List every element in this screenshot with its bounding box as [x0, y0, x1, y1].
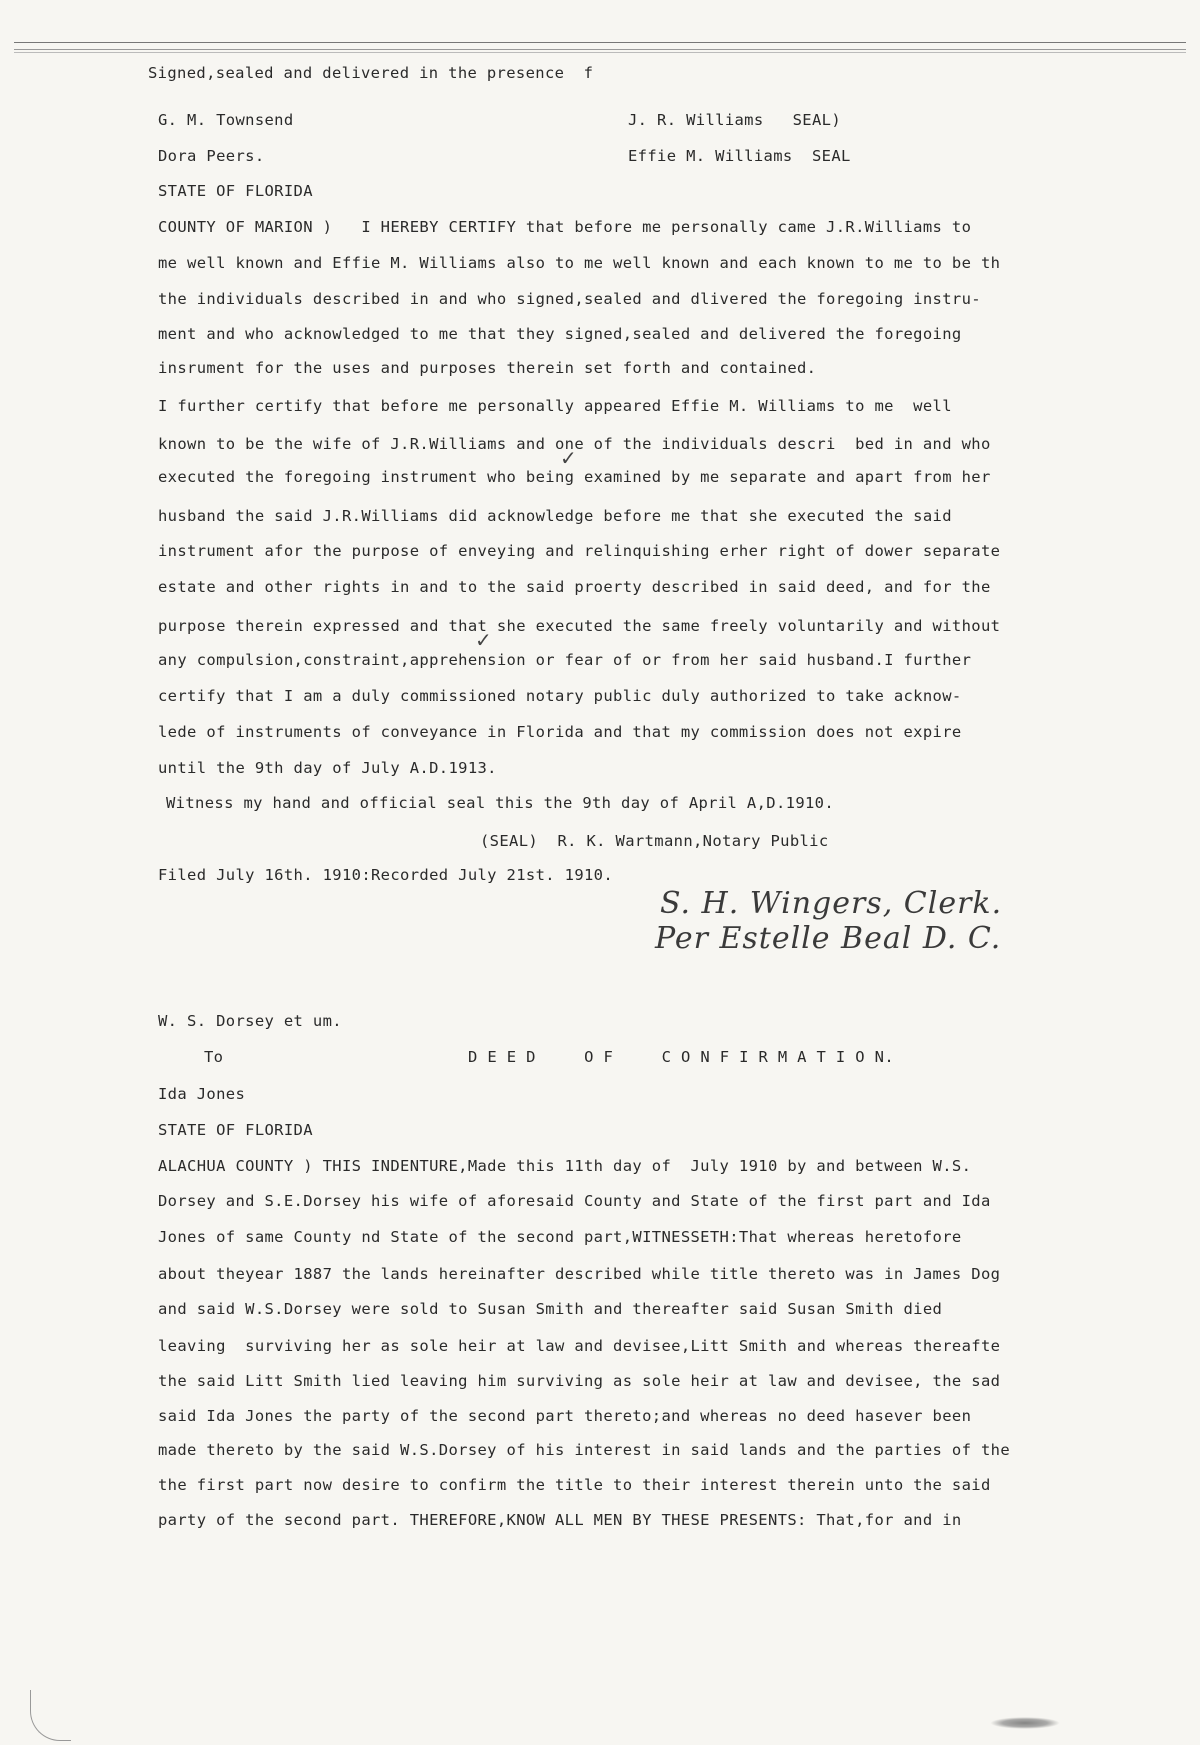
certificate-line: ment and who acknowledged to me that they signed,sealed and delivered the foregoing	[158, 325, 962, 343]
check-mark: ✓	[560, 446, 577, 470]
deed-line: about theyear 1887 the lands hereinafter described while title thereto was in James Dog	[158, 1265, 1001, 1283]
deed-line: Jones of same County nd State of the second part,WITNESSETH:That whereas heretofore	[158, 1228, 962, 1246]
clerk-signature: S. H. Wingers, Clerk.	[660, 886, 1003, 921]
ink-smudge	[990, 1717, 1060, 1729]
deputy-clerk-signature: Per Estelle Beal D. C.	[655, 921, 1002, 956]
signatory-effie-williams: Effie M. Williams SEAL	[628, 147, 851, 165]
witness-townsend: G. M. Townsend	[158, 111, 294, 129]
page-corner-curve	[30, 1690, 71, 1741]
certificate-line: any compulsion,constraint,apprehension or fear of or from her said husband.I further	[158, 651, 972, 669]
certificate-line: me well known and Effie M. Williams also to me well known and each known to me to be th	[158, 254, 1001, 272]
deed-line: the first part now desire to confirm the title to their interest therein unto the said	[158, 1476, 991, 1494]
certificate-line: certify that I am a duly commissioned notary public duly authorized to take acknow-	[158, 687, 962, 705]
deed-line: ALACHUA COUNTY ) THIS INDENTURE,Made this 11th day of July 1910 by and between W.S.	[158, 1157, 972, 1175]
check-mark: ✓	[475, 628, 492, 652]
signed-sealed-line: Signed,sealed and delivered in the presence f	[148, 64, 594, 82]
state-heading-2: STATE OF FLORIDA	[158, 1121, 313, 1139]
deed-title: D E E D O F C O N F I R M A T I O N.	[468, 1048, 894, 1066]
certificate-line: insrument for the uses and purposes therein set forth and contained.	[158, 359, 817, 377]
certificate-line: instrument afor the purpose of enveying and relinquishing erher right of dower separate	[158, 542, 1001, 560]
deed-line: Dorsey and S.E.Dorsey his wife of aforesaid County and State of the first part and Ida	[158, 1192, 991, 1210]
certificate-line: husband the said J.R.Williams did acknowledge before me that she executed the said	[158, 507, 952, 525]
certificate-line: the individuals described in and who signed,sealed and dlivered the foregoing instru-	[158, 290, 981, 308]
witness-clause: Witness my hand and official seal this the 9th day of April A,D.1910.	[166, 794, 835, 812]
certificate-line: COUNTY OF MARION ) I HEREBY CERTIFY that before me personally came J.R.Williams to	[158, 218, 972, 236]
top-border-rule-secondary	[14, 52, 1186, 53]
certificate-line: purpose therein expressed and that she executed the same freely voluntarily and without	[158, 617, 1001, 635]
grantor-name: W. S. Dorsey et um.	[158, 1012, 342, 1030]
to-label: To	[204, 1048, 224, 1066]
certificate-line: lede of instruments of conveyance in Florida and that my commission does not expire	[158, 723, 962, 741]
top-border-rule	[14, 42, 1186, 50]
deed-line: leaving surviving her as sole heir at law and devisee,Litt Smith and whereas thereafte	[158, 1337, 1001, 1355]
deed-line: made thereto by the said W.S.Dorsey of his interest in said lands and the parties of the	[158, 1441, 1010, 1459]
filed-recorded-line: Filed July 16th. 1910:Recorded July 21st. 1910.	[158, 866, 614, 884]
grantee-name: Ida Jones	[158, 1085, 246, 1103]
notary-signature-line: (SEAL) R. K. Wartmann,Notary Public	[480, 832, 829, 850]
certificate-line: executed the foregoing instrument who being examined by me separate and apart from her	[158, 468, 991, 486]
signatory-jr-williams: J. R. Williams SEAL)	[628, 111, 841, 129]
certificate-line: until the 9th day of July A.D.1913.	[158, 759, 497, 777]
deed-line: and said W.S.Dorsey were sold to Susan Smith and thereafter said Susan Smith died	[158, 1300, 943, 1318]
deed-line: the said Litt Smith lied leaving him surviving as sole heir at law and devisee, the sad	[158, 1372, 1001, 1390]
deed-line: party of the second part. THEREFORE,KNOW ALL MEN BY THESE PRESENTS: That,for and in	[158, 1511, 962, 1529]
state-heading-1: STATE OF FLORIDA	[158, 182, 313, 200]
witness-peers: Dora Peers.	[158, 147, 265, 165]
certificate-line: estate and other rights in and to the said proerty described in said deed, and for the	[158, 578, 991, 596]
certificate-line: I further certify that before me personally appeared Effie M. Williams to me well	[158, 397, 952, 415]
certificate-line: known to be the wife of J.R.Williams and one of the individuals descri bed in and who	[158, 435, 991, 453]
deed-line: said Ida Jones the party of the second part thereto;and whereas no deed hasever been	[158, 1407, 972, 1425]
